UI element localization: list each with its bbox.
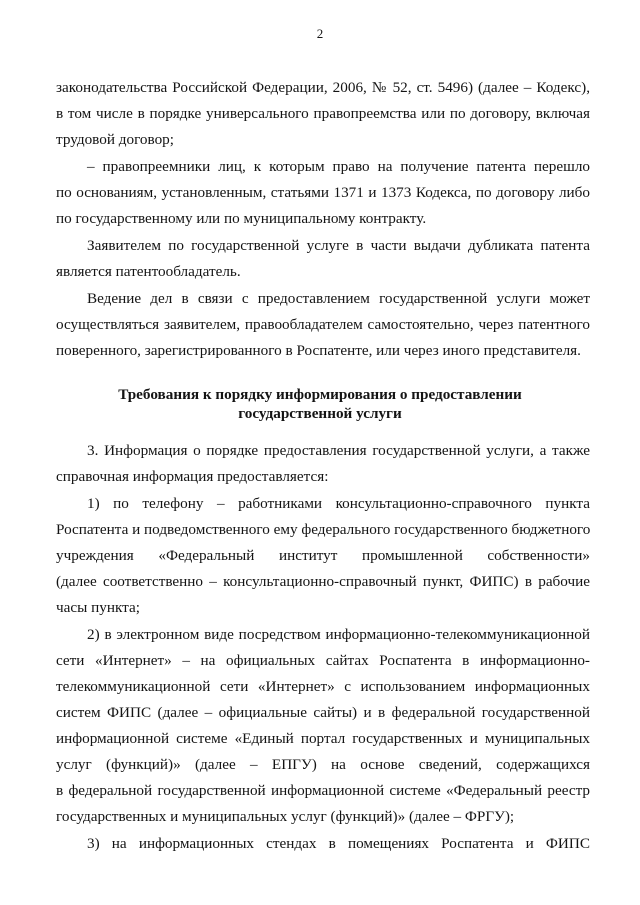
paragraph-line: учреждения «Федеральный институт промышленной собственности» bbox=[56, 547, 590, 564]
paragraph-line: 3. Информация о порядке предоставления государственной услуги, а также bbox=[87, 442, 590, 459]
section-heading: государственной услуги bbox=[238, 405, 402, 422]
paragraph-line: – правопреемники лиц, к которым право на получение патента перешло bbox=[87, 158, 590, 175]
paragraph-line: сети «Интернет» – на официальных сайтах Роспатента в информационно- bbox=[56, 652, 590, 669]
paragraph-line: Заявителем по государственной услуге в части выдачи дубликата патента bbox=[87, 237, 590, 254]
paragraph-line: в том числе в порядке универсального правопреемства или по договору, включая bbox=[56, 105, 590, 122]
paragraph-line: по основаниям, установленным, статьями 1371 и 1373 Кодекса, по договору либо bbox=[56, 184, 590, 201]
paragraph-line: в федеральной государственной информационной системе «Федеральный реестр bbox=[56, 782, 590, 799]
paragraph-line: телекоммуникационной сети «Интернет» с использованием информационных bbox=[56, 678, 590, 695]
paragraph-line: осуществляться заявителем, правообладателем самостоятельно, через патентного bbox=[56, 316, 590, 333]
paragraph-line: 3) на информационных стендах в помещениях Роспатента и ФИПС bbox=[87, 835, 590, 852]
paragraph-line: по государственному или по муниципальному контракту. bbox=[56, 210, 427, 227]
paragraph-line: справочная информация предоставляется: bbox=[56, 468, 329, 485]
paragraph-line: систем ФИПС (далее – официальные сайты) и в федеральной государственной bbox=[56, 704, 590, 721]
section-heading: Требования к порядку информирования о предоставлении bbox=[118, 386, 522, 403]
paragraph-line: трудовой договор; bbox=[56, 131, 174, 148]
paragraph-line: поверенного, зарегистрированного в Роспатенте, или через иного представителя. bbox=[56, 342, 581, 359]
paragraph-line: 2) в электронном виде посредством информационно-телекоммуникационной bbox=[87, 626, 590, 643]
paragraph-line: государственных и муниципальных услуг (функций)» (далее – ФРГУ); bbox=[56, 808, 515, 825]
paragraph-line: часы пункта; bbox=[56, 599, 140, 616]
paragraph-line: Ведение дел в связи с предоставлением государственной услуги может bbox=[87, 290, 590, 307]
paragraph-line: (далее соответственно – консультационно-справочный пункт, ФИПС) в рабочие bbox=[56, 573, 590, 590]
paragraph-line: услуг (функций)» (далее – ЕПГУ) на основе сведений, содержащихся bbox=[56, 756, 590, 773]
paragraph-line: Роспатента и подведомственного ему федерального государственного бюджетного bbox=[56, 521, 591, 538]
paragraph-line: информационной системе «Единый портал государственных и муниципальных bbox=[56, 730, 590, 747]
page-number: 2 bbox=[316, 26, 324, 41]
paragraph-line: законодательства Российской Федерации, 2006, № 52, ст. 5496) (далее – Кодекс), bbox=[56, 79, 590, 96]
paragraph-line: является патентообладатель. bbox=[56, 263, 241, 280]
paragraph-line: 1) по телефону – работниками консультационно-справочного пункта bbox=[87, 495, 590, 512]
